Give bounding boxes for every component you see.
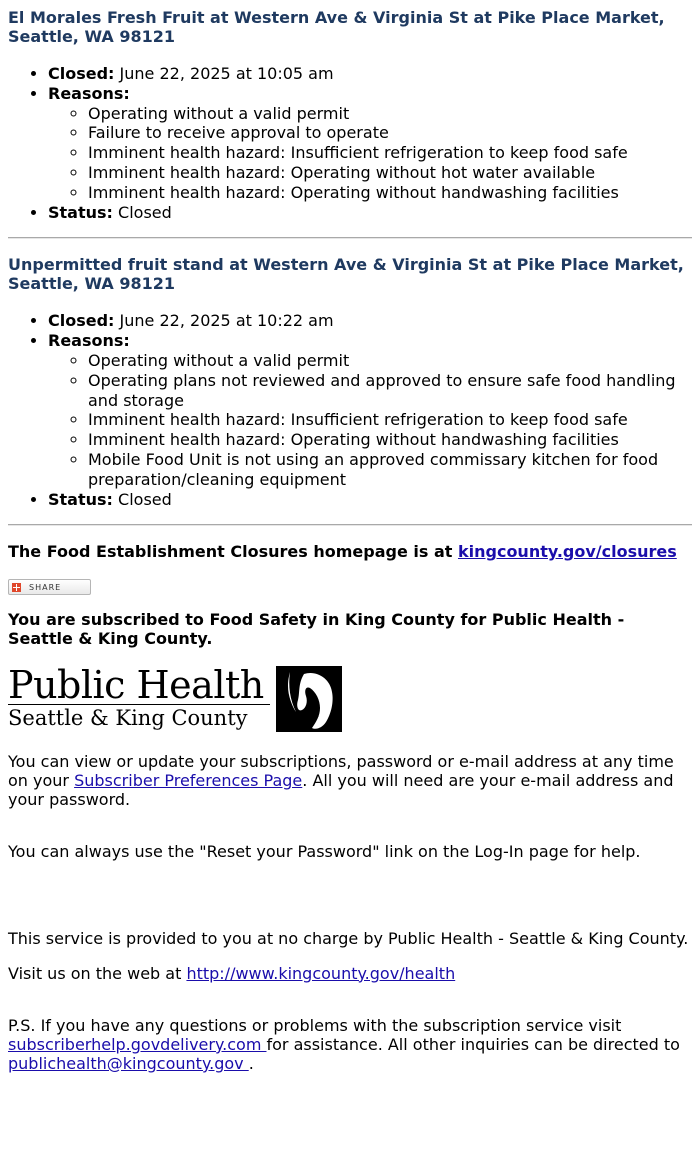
closure-details	[8, 311, 692, 509]
share-button[interactable]	[8, 579, 91, 595]
homepage-note	[8, 542, 692, 562]
divider	[8, 524, 692, 526]
reason-item: ◦ Operating plans not reviewed and approved to ensure safe food handling and storage	[88, 371, 692, 411]
subscription-notice: You are subscribed to Food Safety in King County for Public Health - Seattle & King County.	[8, 609, 625, 648]
p5-middle: for assistance. All other inquiries can be directed to	[266, 1034, 680, 1054]
homepage-text: The Food Establishment Closures homepage is at	[8, 542, 458, 562]
status-label: Status:	[48, 489, 113, 509]
preferences-paragraph	[8, 752, 692, 809]
reasons-list	[48, 351, 692, 490]
public-health-logo	[8, 662, 692, 732]
reasons-item	[48, 331, 692, 489]
divider	[8, 237, 692, 239]
publichealth-email-link[interactable]: publichealth@kingcounty.gov	[8, 1053, 249, 1073]
reason-item: ◦ Imminent health hazard: Operating without handwashing facilities	[88, 430, 692, 450]
closure-details	[8, 64, 692, 222]
logo-text	[8, 662, 270, 731]
reason-item: ◦ Operating without a valid permit	[88, 104, 692, 124]
closed-label: Closed:	[48, 64, 115, 83]
reason-item: ◦ Mobile Food Unit is not using an approved commissary kitchen for food preparation/cleaning equipment	[88, 450, 692, 490]
reasons-list	[48, 104, 692, 203]
reset-password-paragraph: You can always use the "Reset your Password" link on the Log-In page for help.	[8, 841, 641, 861]
closure-entry	[8, 8, 692, 222]
reason-item: ◦ Failure to receive approval to operate	[88, 123, 692, 143]
status-value: Closed	[118, 489, 172, 509]
closure-title: El Morales Fresh Fruit at Western Ave & Virginia St at Pike Place Market, Seattle, WA 98121	[8, 8, 665, 46]
closure-title: Unpermitted fruit stand at Western Ave & Virginia St at Pike Place Market, Seattle, WA 98121	[8, 255, 684, 294]
reasons-item	[48, 84, 692, 203]
status-label: Status:	[48, 202, 113, 222]
p5-before: P.S. If you have any questions or problems with the subscription service visit	[8, 1015, 622, 1035]
reason-item: ◦ Imminent health hazard: Insufficient refrigeration to keep food safe	[88, 143, 692, 163]
status-item	[48, 203, 692, 223]
p1-before: You can view or update your subscriptions, password or e-mail address at any time on your	[8, 751, 674, 790]
reasons-label: Reasons:	[48, 83, 130, 103]
closed-value: June 22, 2025 at 10:22 am	[119, 311, 334, 331]
p5-after: .	[248, 1053, 254, 1073]
status-value: Closed	[118, 202, 172, 222]
kingcounty-health-link[interactable]: http://www.kingcounty.gov/health	[186, 963, 456, 983]
mlk-portrait-icon	[276, 666, 342, 732]
no-charge-paragraph: This service is provided to you at no charge by Public Health - Seattle & King County.	[8, 928, 689, 948]
subscriberhelp-link[interactable]: subscriberhelp.govdelivery.com	[8, 1034, 267, 1054]
p1-after: . All you will need are your e-mail address and your password.	[8, 770, 674, 809]
closures-homepage-link[interactable]: kingcounty.gov/closures	[457, 542, 677, 562]
plus-icon	[12, 583, 21, 592]
ps-paragraph	[8, 1016, 692, 1073]
reason-item: ◦ Operating without a valid permit	[88, 351, 692, 371]
closure-entry	[8, 255, 692, 509]
p4-before: Visit us on the web at	[8, 963, 187, 983]
closed-item	[48, 64, 692, 84]
closed-label: Closed:	[48, 311, 115, 331]
logo-title: Public Health	[8, 666, 270, 705]
reasons-label: Reasons:	[48, 331, 130, 351]
closed-item	[48, 311, 692, 331]
share-label: SHARE	[29, 582, 62, 592]
logo-subtitle: Seattle & King County	[8, 705, 248, 730]
visit-web-paragraph	[8, 964, 692, 983]
reason-item: ◦ Imminent health hazard: Operating without hot water available	[88, 163, 692, 183]
reason-item: ◦ Imminent health hazard: Operating without handwashing facilities	[88, 183, 692, 203]
status-item	[48, 490, 692, 510]
closed-value: June 22, 2025 at 10:05 am	[119, 64, 334, 83]
reason-item: ◦ Imminent health hazard: Insufficient refrigeration to keep food safe	[88, 410, 692, 430]
subscriber-preferences-link[interactable]: Subscriber Preferences Page	[74, 770, 303, 790]
